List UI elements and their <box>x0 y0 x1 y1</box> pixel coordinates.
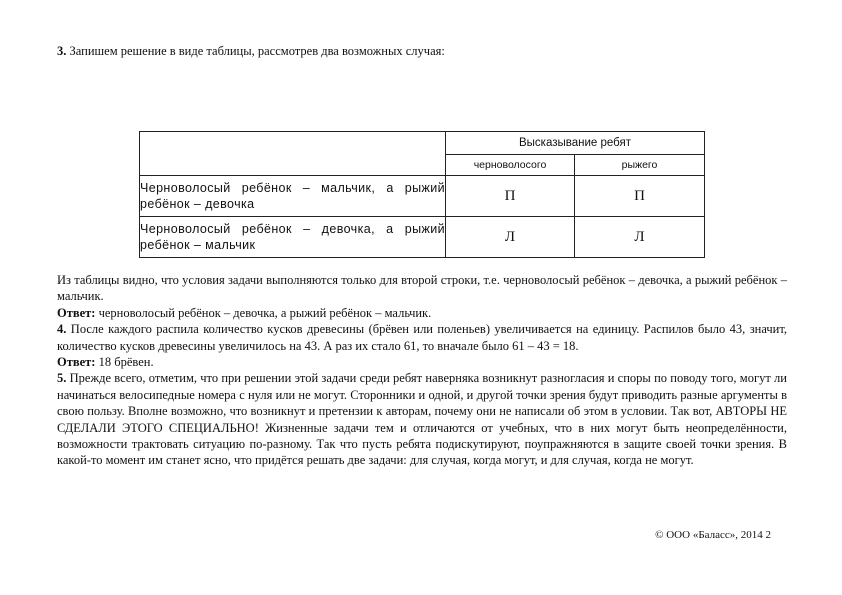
table-row <box>140 176 705 217</box>
task-5-number: 5. <box>57 371 67 386</box>
table-corner-cell <box>140 132 446 176</box>
answer-label: Ответ: <box>57 305 96 320</box>
table-header-row <box>140 132 705 155</box>
cell-value: Л <box>575 217 705 258</box>
col-header-red-haired: рыжего <box>575 155 705 176</box>
answer-text: черноволосый ребёнок – девочка, а рыжий ребёнок – мальчик. <box>95 305 432 320</box>
col-header-black-haired: черноволосого <box>446 155 575 176</box>
copyright-footer: © ООО «Баласс», 2014 2 <box>655 529 771 541</box>
task-4-paragraph <box>57 321 787 354</box>
row-label: Черноволосый ребёнок – девочка, а рыжий ребёнок – мальчик <box>140 217 446 258</box>
answer-4 <box>57 354 787 370</box>
task-3-intro <box>57 43 787 59</box>
conclusion-paragraph: Из таблицы видно, что условия задачи выполняются только для второй строки, т.е. черноволосый ребёнок – девочка, а рыжий ребёнок – мальчик. <box>57 273 787 304</box>
task-3-intro-text: Запишем решение в виде таблицы, рассмотрев два возможных случая: <box>66 44 445 58</box>
task-5-paragraph <box>57 370 787 468</box>
row-label: Черноволосый ребёнок – мальчик, а рыжий ребёнок – девочка <box>140 176 446 217</box>
cell-value: Л <box>446 217 575 258</box>
solution-table <box>139 131 705 258</box>
answer-label: Ответ: <box>57 355 96 370</box>
cell-value: П <box>575 176 705 217</box>
task-3-number: 3. <box>57 44 67 58</box>
task-5-text: Прежде всего, отметим, что при решении этой задачи среди ребят наверняка возникнут разногласия и споры по поводу того, могут ли начинаться велосипедные номера с нуля или не могут. Сторонники и одной, и другой точки зрения будут приводить разные аргументы в свою пользу. Вполне возможно, что возникнут и претензии к авторам, почему они не написали об этом в условии. Так вот, АВТОРЫ НЕ СДЕЛАЛИ ЭТОГО СПЕЦИАЛЬНО! Жизненные задачи тем и отличаются от учебных, что в них могут быть неопределённости, возможности трактовать ситуацию по-разному. Так что пусть ребята подискутируют, поупражняются в защите своей точки зрения. В какой-то момент им станет ясно, что придётся решать две задачи: для случая, когда могут, и для случая, когда не могут. <box>57 371 787 468</box>
task-4-number: 4. <box>57 322 67 337</box>
task-4-text: После каждого распила количество кусков древесины (брёвен или поленьев) увеличивается на единицу. Распилов было 43, значит, количество кусков древесины увеличилось на 43. А раз их стало 61, то вначале было 61 – 43 = 18. <box>57 322 787 353</box>
cell-value: П <box>446 176 575 217</box>
answer-3 <box>57 305 787 321</box>
table-group-header: Высказывание ребят <box>446 132 705 155</box>
solution-text <box>57 272 787 469</box>
answer-text: 18 брёвен. <box>95 355 154 370</box>
table-row <box>140 217 705 258</box>
